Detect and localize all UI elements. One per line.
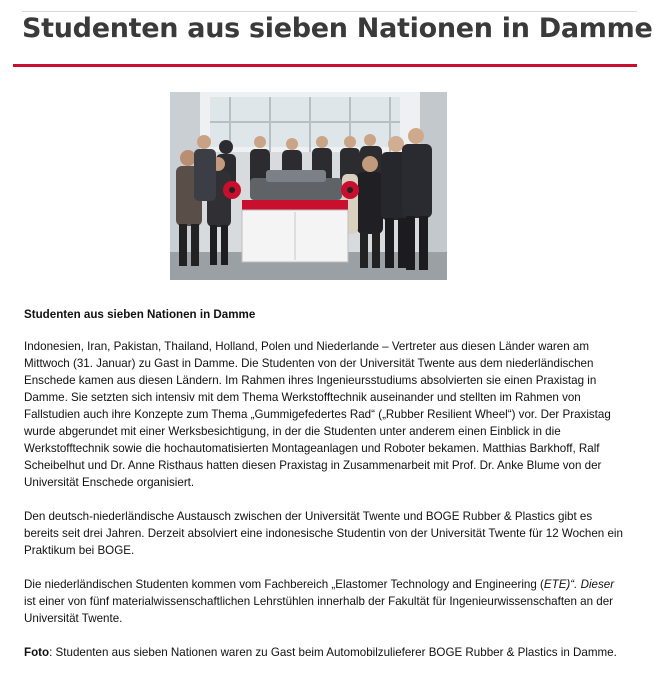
group-photo: [170, 92, 447, 280]
article-paragraph-3: [24, 576, 624, 627]
article-body: [24, 306, 624, 661]
paragraph-3-italic: ETE)“. Dieser: [543, 578, 615, 591]
paragraph-3-end: ist einer von fünf materialwissenschaftlichen Lehrstühlen innerhalb der Fakultät für Ingenieurwissenschaften an der Universität Twente.: [24, 595, 614, 625]
caption-label: Foto: [24, 646, 50, 659]
caption-text: : Studenten aus sieben Nationen waren zu Gast beim Automobilzulieferer BOGE Rubber & Plastics in Damme.: [49, 646, 617, 659]
article-paragraph-2: Den deutsch-niederländische Austausch zwischen der Universität Twente und BOGE Rubber & Plastics gibt es bereits seit drei Jahren. Derzeit absolviert eine indonesische Studentin von der Universität Twente für 12 Wochen ein Praktikum bei BOGE.: [24, 510, 623, 557]
article-subheading: Studenten aus sieben Nationen in Damme: [24, 308, 256, 321]
article-paragraph-1: Indonesien, Iran, Pakistan, Thailand, Holland, Polen und Niederlande – Vertreter aus diesen Länder waren am Mittwoch (31. Januar) zu Gast in Damme. Die Studenten von der Universität Twente aus dem niederländischen Enschede kamen aus diesen Ländern. Im Rahmen ihres Ingenieursstudiums absolvierten sie einen Praxistag in Damme. Sie setzten sich intensiv mit dem Thema Werkstofftechnik auseinander und stellten im Rahmen von Fallstudien auch ihre Konzepte zum Thema „Gummigefedertes Rad“ („Rubber Resilient Wheel“) vor. Der Praxistag wurde abgerundet mit einer Werksbesichtigung, in der die Studenten unter anderem einen Einblick in die Werkstofftechnik sowie die hochautomatisierten Montageanlagen und Roboter bekamen. Matthias Barkhoff, Ralf Scheibelhut und Dr. Anne Risthaus hatten diesen Praxistag in Zusammenarbeit mit Prof. Dr. Anke Blume von der Universität Enschede organisiert.: [24, 340, 611, 489]
paragraph-3-start: Die niederländischen Studenten kommen vom Fachbereich „Elastomer Technology and Engineering (: [24, 578, 544, 591]
photo-caption: [24, 644, 624, 661]
title-underline: [13, 64, 637, 67]
page-title: Studenten aus sieben Nationen in Damme: [22, 13, 653, 44]
top-divider: [22, 11, 637, 12]
